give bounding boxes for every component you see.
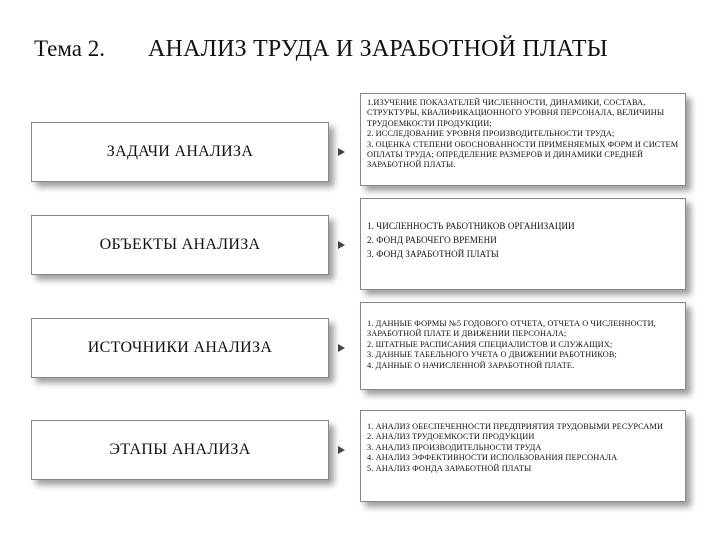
arrow-right-icon — [338, 344, 345, 352]
detail-item: 1. ЧИСЛЕННОСТЬ РАБОТНИКОВ ОРГАНИЗАЦИИ — [367, 221, 575, 231]
row-details-stages — [360, 410, 686, 502]
detail-item: 3. АНАЛИЗ ПРОИЗВОДИТЕЛЬНОСТИ ТРУДА — [367, 442, 542, 452]
row-label-stages: ЭТАПЫ АНАЛИЗА — [31, 420, 329, 480]
detail-item: 3. ДАННЫЕ ТАБЕЛЬНОГО УЧЕТА О ДВИЖЕНИИ РАБОТНИКОВ; — [367, 350, 617, 360]
detail-item: 4. АНАЛИЗ ЭФФЕКТИВНОСТИ ИСПОЛЬЗОВАНИЯ ПЕРСОНАЛА — [367, 453, 618, 463]
detail-item: 3. ФОНД ЗАРАБОТНОЙ ПЛАТЫ — [367, 249, 499, 259]
page-title: АНАЛИЗ ТРУДА И ЗАРАБОТНОЙ ПЛАТЫ — [148, 36, 608, 62]
detail-item: 1. ДАННЫЕ ФОРМЫ №5 ГОДОВОГО ОТЧЕТА, ОТЧЕТА О ЧИСЛЕННОСТИ, ЗАРАБОТНОЙ ПЛАТЕ И ДВИЖЕНИИ ПЕРСОНАЛА; — [367, 319, 656, 339]
arrow-right-icon — [338, 446, 345, 454]
row-details-objects — [360, 198, 686, 290]
row-details-sources — [360, 302, 686, 390]
detail-item: 4. ДАННЫЕ О НАЧИСЛЕННОЙ ЗАРАБОТНОЙ ПЛАТЕ. — [367, 360, 575, 370]
detail-item: 2. АНАЛИЗ ТРУДОЕМКОСТИ ПРОДУКЦИИ — [367, 432, 535, 442]
row-label-objects: ОБЪЕКТЫ АНАЛИЗА — [31, 215, 329, 275]
row-label-sources: ИСТОЧНИКИ АНАЛИЗА — [31, 318, 329, 378]
topic-label: Тема 2. — [34, 36, 105, 61]
row-label-tasks: ЗАДАЧИ АНАЛИЗА — [31, 122, 329, 182]
row-details-tasks — [360, 93, 686, 186]
detail-item: 3. ОЦЕНКА СТЕПЕНИ ОБОСНОВАННОСТИ ПРИМЕНЯЕМЫХ ФОРМ И СИСТЕМ ОПЛАТЫ ТРУДА; ОПРЕДЕЛЕНИЕ РАЗМЕРОВ И ДИНАМИКИ СРЕДНЕЙ ЗАРАБОТНОЙ ПЛАТЫ. — [367, 139, 679, 170]
detail-item: 1. АНАЛИЗ ОБЕСПЕЧЕННОСТИ ПРЕДПРИЯТИЯ ТРУДОВЫМИ РЕСУРСАМИ — [367, 422, 664, 431]
slide-title — [34, 34, 710, 74]
detail-item: 5. АНАЛИЗ ФОНДА ЗАРАБОТНОЙ ПЛАТЫ — [367, 463, 532, 473]
arrow-right-icon — [338, 148, 345, 156]
detail-item: 2. ШТАТНЫЕ РАСПИСАНИЯ СПЕЦИАЛИСТОВ И СЛУЖАЩИХ; — [367, 339, 613, 349]
detail-item: 2. ИССЛЕДОВАНИЕ УРОВНЯ ПРОИЗВОДИТЕЛЬНОСТИ ТРУДА; — [367, 129, 615, 139]
detail-item: 2. ФОНД РАБОЧЕГО ВРЕМЕНИ — [367, 235, 497, 245]
detail-item: 1.ИЗУЧЕНИЕ ПОКАЗАТЕЛЕЙ ЧИСЛЕННОСТИ, ДИНАМИКИ, СОСТАВА, СТРУКТУРЫ, КВАЛИФИКАЦИОННОГО УРОВНЯ ПЕРСОНАЛА, ВЕЛИЧИНЫ ТРУДОЕМКОСТИ ПРОДУКЦИИ; — [367, 98, 665, 128]
arrow-right-icon — [338, 241, 345, 249]
